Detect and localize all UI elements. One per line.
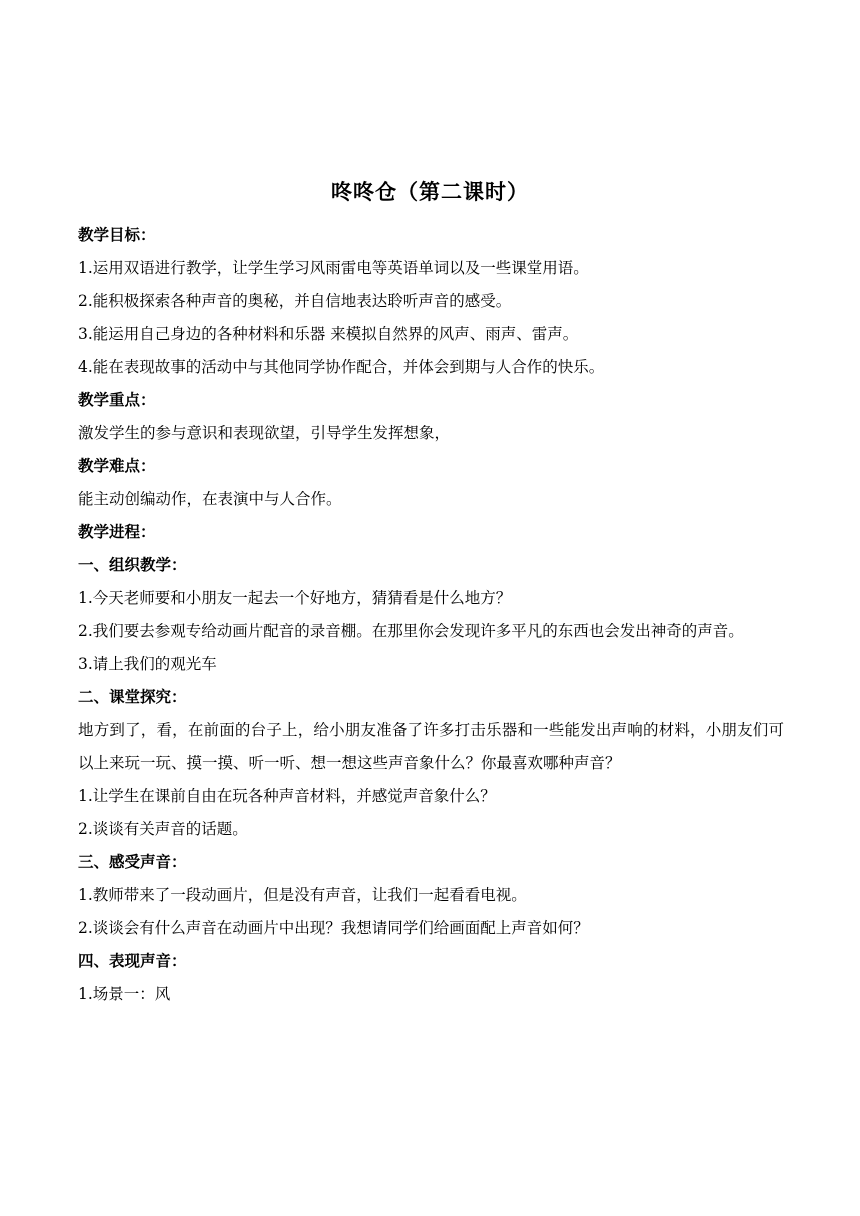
section-1-item-2: 2.我们要去参观专给动画片配音的录音棚。在那里你会发现许多平凡的东西也会发出神奇的声音。 [78, 622, 744, 640]
section-3-item-1: 1.教师带来了一段动画片，但是没有声音，让我们一起看看电视。 [78, 886, 527, 904]
objective-item-1: 1.运用双语进行教学，让学生学习风雨雷电等英语单词以及一些课堂用语。 [78, 259, 589, 277]
difficulties-text: 能主动创编动作，在表演中与人合作。 [78, 490, 342, 508]
section-2-item-2: 2.谈谈有关声音的话题。 [78, 820, 248, 838]
key-points-text: 激发学生的参与意识和表现欲望，引导学生发挥想象， [78, 424, 451, 442]
objectives-heading: 教学目标： [78, 226, 156, 244]
process-heading: 教学进程： [78, 523, 156, 541]
objective-item-4: 4.能在表现故事的活动中与其他同学协作配合，并体会到期与人合作的快乐。 [78, 358, 605, 376]
section-1-item-1: 1.今天老师要和小朋友一起去一个好地方，猜猜看是什么地方？ [78, 589, 512, 607]
section-3-item-2: 2.谈谈会有什么声音在动画片中出现？我想请同学们给画面配上声音如何？ [78, 919, 589, 937]
section-4-heading: 四、表现声音： [78, 952, 187, 970]
section-4-item-1: 1.场景一：风 [78, 985, 171, 1003]
section-2-intro: 地方到了，看，在前面的台子上，给小朋友准备了许多打击乐器和一些能发出声响的材料，小朋友们可以上来玩一玩、摸一摸、听一听、想一想这些声音象什么？你最喜欢哪种声音？ [78, 721, 784, 772]
difficulties-heading: 教学难点： [78, 457, 156, 475]
objective-item-2: 2.能积极探索各种声音的奥秘，并自信地表达聆听声音的感受。 [78, 292, 512, 310]
section-1-item-3: 3.请上我们的观光车 [78, 655, 217, 673]
objective-item-3: 3.能运用自己身边的各种材料和乐器 来模拟自然界的风声、雨声、雷声。 [78, 325, 579, 343]
key-points-heading: 教学重点： [78, 391, 156, 409]
section-1-heading: 一、组织教学： [78, 556, 187, 574]
section-3-heading: 三、感受声音： [78, 853, 187, 871]
section-2-item-1: 1.让学生在课前自由在玩各种声音材料，并感觉声音象什么？ [78, 787, 496, 805]
document-body [78, 219, 784, 1011]
section-2-heading: 二、课堂探究： [78, 688, 187, 706]
document-title: 咚咚仓（第二课时） [331, 180, 529, 204]
